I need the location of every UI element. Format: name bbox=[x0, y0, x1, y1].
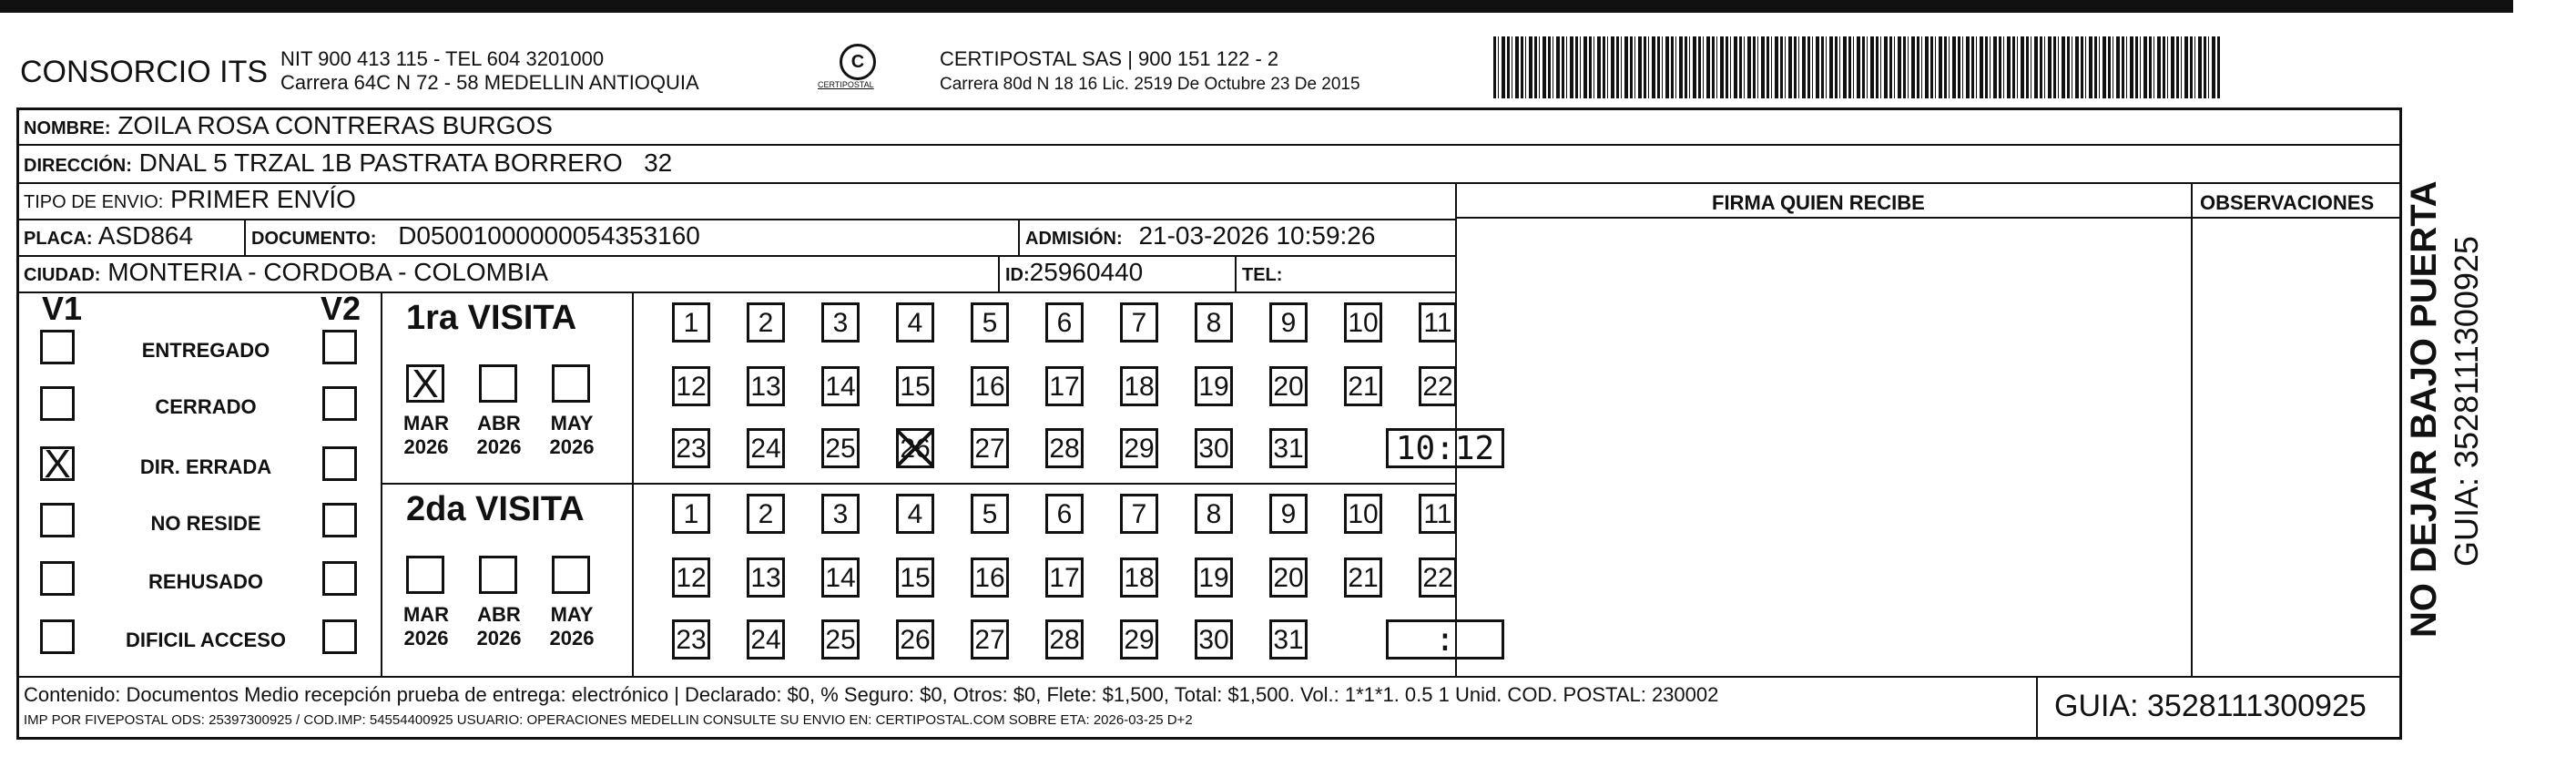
v2-checkbox[interactable] bbox=[322, 386, 357, 421]
day-box[interactable]: 8 bbox=[1195, 494, 1233, 534]
placa-value: ASD864 bbox=[97, 221, 194, 250]
month-year: 2026 bbox=[549, 435, 595, 458]
col-divider bbox=[632, 291, 634, 676]
day-box[interactable]: 13 bbox=[747, 366, 785, 406]
company-name: CONSORCIO ITS bbox=[20, 55, 269, 89]
ciudad-cell bbox=[24, 258, 548, 287]
day-box[interactable]: 26 bbox=[896, 619, 934, 660]
nombre-row bbox=[24, 111, 553, 140]
tel-label: TEL: bbox=[1242, 265, 1283, 285]
v2-checkbox[interactable] bbox=[322, 619, 357, 654]
side-notice: NO DEJAR BAJO PUERTA bbox=[2404, 180, 2444, 638]
day-box[interactable]: 17 bbox=[1045, 557, 1084, 598]
v1-header: V1 bbox=[42, 290, 83, 327]
col-divider bbox=[2036, 676, 2038, 740]
admision-cell bbox=[1025, 221, 1375, 251]
day-box[interactable]: 28 bbox=[1045, 428, 1084, 468]
documento-cell bbox=[251, 221, 700, 251]
day-box[interactable]: 1 bbox=[672, 494, 710, 534]
visit-title: 2da VISITA bbox=[406, 490, 585, 528]
col-divider bbox=[2191, 182, 2193, 676]
day-box[interactable]: 5 bbox=[971, 494, 1009, 534]
month-name: ABR bbox=[477, 603, 521, 626]
day-box[interactable]: 30 bbox=[1195, 619, 1233, 660]
row-divider bbox=[16, 144, 2402, 146]
col-divider bbox=[244, 219, 246, 255]
courier-name: CERTIPOSTAL SAS | 900 151 122 - 2 bbox=[940, 47, 1279, 70]
id-value: 25960440 bbox=[1029, 258, 1144, 286]
v1-checkbox[interactable] bbox=[40, 330, 75, 364]
day-box[interactable]: 27 bbox=[971, 428, 1009, 468]
day-box[interactable]: 9 bbox=[1269, 302, 1308, 343]
day-box[interactable]: 15 bbox=[896, 557, 934, 598]
day-box[interactable]: 4 bbox=[896, 494, 934, 534]
month-checkbox[interactable] bbox=[552, 364, 590, 403]
v2-checkbox[interactable] bbox=[322, 503, 357, 537]
day-box[interactable]: 12 bbox=[672, 557, 710, 598]
tel-cell bbox=[1242, 258, 1282, 287]
month-checkbox[interactable] bbox=[479, 556, 517, 594]
day-box[interactable]: 25 bbox=[821, 619, 860, 660]
nombre-value: ZOILA ROSA CONTRERAS BURGOS bbox=[117, 111, 553, 139]
barcode bbox=[1493, 36, 2222, 98]
month-name: ABR bbox=[477, 412, 521, 435]
month-year: 2026 bbox=[403, 627, 449, 649]
day-box[interactable]: 5 bbox=[971, 302, 1009, 343]
day-box[interactable]: 23 bbox=[672, 428, 710, 468]
col-divider bbox=[998, 255, 1000, 291]
month-year: 2026 bbox=[403, 435, 449, 458]
day-box[interactable]: 24 bbox=[747, 428, 785, 468]
tipo-envio-row bbox=[24, 185, 356, 214]
certipostal-logo-text: CERTIPOSTAL bbox=[818, 80, 874, 89]
month-checkbox[interactable]: X bbox=[406, 364, 444, 403]
month-name: MAR bbox=[402, 412, 450, 435]
col-divider bbox=[381, 291, 382, 676]
row-divider bbox=[16, 291, 1455, 293]
day-box[interactable]: 13 bbox=[747, 557, 785, 598]
day-box[interactable]: 21 bbox=[1344, 366, 1382, 406]
v2-header: V2 bbox=[321, 290, 361, 327]
day-box[interactable]: 16 bbox=[971, 557, 1009, 598]
status-option-label: CERRADO bbox=[155, 395, 257, 418]
direccion-row bbox=[24, 148, 672, 178]
month-year: 2026 bbox=[549, 627, 595, 649]
v1-checkbox[interactable] bbox=[40, 386, 75, 421]
id-cell bbox=[1005, 258, 1143, 287]
status-option-label: DIR. ERRADA bbox=[139, 455, 272, 478]
status-option-label: DIFICIL ACCESO bbox=[125, 629, 286, 651]
day-box[interactable]: 6 bbox=[1045, 494, 1084, 534]
v1-checkbox[interactable] bbox=[40, 619, 75, 654]
day-box[interactable]: 17 bbox=[1045, 366, 1084, 406]
day-box[interactable]: 30 bbox=[1195, 428, 1233, 468]
day-box[interactable]: 2 bbox=[747, 302, 785, 343]
status-option-label: ENTREGADO bbox=[141, 339, 270, 362]
day-box[interactable]: 3 bbox=[821, 494, 860, 534]
day-box[interactable]: 6 bbox=[1045, 302, 1084, 343]
day-box[interactable]: 10 bbox=[1344, 302, 1382, 343]
company-address: Carrera 64C N 72 - 58 MEDELLIN ANTIOQUIA bbox=[280, 71, 699, 94]
tipo-envio-value: PRIMER ENVÍO bbox=[170, 185, 356, 213]
footer-guia: GUIA: 3528111300925 bbox=[2054, 689, 2367, 723]
day-box[interactable]: 15 bbox=[896, 366, 934, 406]
time-field[interactable]: : bbox=[1386, 619, 1504, 660]
v1-checkbox[interactable] bbox=[40, 503, 75, 537]
day-box[interactable]: 9 bbox=[1269, 494, 1308, 534]
status-option-label: NO RESIDE bbox=[150, 512, 261, 535]
day-box[interactable]: 23 bbox=[672, 619, 710, 660]
day-box[interactable]: 11 bbox=[1419, 302, 1457, 343]
day-box[interactable]: 12 bbox=[672, 366, 710, 406]
side-guia: GUIA: 3528111300925 bbox=[2448, 236, 2485, 567]
v2-checkbox[interactable] bbox=[322, 446, 357, 481]
day-box[interactable]: 31 bbox=[1269, 619, 1308, 660]
month-checkbox[interactable] bbox=[406, 556, 444, 594]
col-divider bbox=[1235, 255, 1237, 291]
month-name: MAY bbox=[550, 412, 594, 435]
courier-address: Carrera 80d N 18 16 Lic. 2519 De Octubre 23 De 2015 bbox=[940, 75, 1360, 94]
day-box[interactable]: 18 bbox=[1120, 366, 1158, 406]
day-box[interactable]: 25 bbox=[821, 428, 860, 468]
direccion-label: DIRECCIÓN: bbox=[24, 156, 132, 176]
company-nit: NIT 900 413 115 - TEL 604 3201000 bbox=[280, 47, 605, 70]
documento-value: D05001000000054353160 bbox=[398, 221, 700, 250]
visit-title: 1ra VISITA bbox=[406, 299, 577, 337]
observaciones-header: OBSERVACIONES bbox=[2200, 191, 2375, 214]
day-box[interactable]: 14 bbox=[821, 366, 860, 406]
day-box[interactable]: 29 bbox=[1120, 428, 1158, 468]
month-checkbox[interactable] bbox=[479, 364, 517, 403]
row-divider bbox=[16, 219, 1455, 220]
day-box[interactable]: 1 bbox=[672, 302, 710, 343]
footer-contenido: Contenido: Documentos Medio recepción prueba de entrega: electrónico | Declarado: $0, % Seguro: $0, Otros: $0, Flete: $1,500, Total: $1,500. Vol.: 1*1*1. 0.5 1 Unid. COD. POSTAL: 230002 bbox=[24, 683, 1719, 706]
v1-checkbox[interactable]: X bbox=[40, 446, 75, 481]
day-box[interactable]: 21 bbox=[1344, 557, 1382, 598]
day-box[interactable]: 18 bbox=[1120, 557, 1158, 598]
footer-imp: IMP POR FIVEPOSTAL ODS: 25397300925 / COD.IMP: 54554400925 USUARIO: OPERACIONES MEDELLIN CONSULTE SU ENVIO EN: CERTIPOSTAL.COM SOBRE ETA: 2026-03-25 D+2 bbox=[24, 712, 1193, 728]
placa-cell bbox=[24, 221, 193, 251]
id-label: ID: bbox=[1005, 265, 1030, 285]
status-option-label: REHUSADO bbox=[148, 570, 263, 593]
day-box[interactable]: 7 bbox=[1120, 302, 1158, 343]
day-box[interactable]: 10 bbox=[1344, 494, 1382, 534]
row-divider bbox=[1455, 217, 2402, 219]
documento-label: DOCUMENTO: bbox=[251, 229, 377, 249]
day-box[interactable]: 22 bbox=[1419, 366, 1457, 406]
placa-label: PLACA: bbox=[24, 229, 93, 249]
day-box[interactable]: 20 bbox=[1269, 557, 1308, 598]
col-divider bbox=[1018, 219, 1020, 255]
day-box[interactable]: 8 bbox=[1195, 302, 1233, 343]
day-box[interactable]: 3 bbox=[821, 302, 860, 343]
month-year: 2026 bbox=[476, 627, 522, 649]
month-checkbox[interactable] bbox=[552, 556, 590, 594]
day-box[interactable]: 20 bbox=[1269, 366, 1308, 406]
nombre-label: NOMBRE: bbox=[24, 118, 111, 138]
v2-checkbox[interactable] bbox=[322, 330, 357, 364]
month-name: MAR bbox=[402, 603, 450, 626]
day-box[interactable]: 19 bbox=[1195, 366, 1233, 406]
day-box[interactable]: 22 bbox=[1419, 557, 1457, 598]
day-box[interactable]: 16 bbox=[971, 366, 1009, 406]
row-divider bbox=[381, 483, 1455, 485]
ciudad-value: MONTERIA - CORDOBA - COLOMBIA bbox=[107, 258, 549, 286]
day-box[interactable]: 29 bbox=[1120, 619, 1158, 660]
certipostal-logo-icon: C bbox=[840, 44, 876, 80]
top-border-bar bbox=[0, 0, 2513, 13]
day-box[interactable]: 14 bbox=[821, 557, 860, 598]
day-box[interactable]: 11 bbox=[1419, 494, 1457, 534]
month-name: MAY bbox=[550, 603, 594, 626]
row-divider bbox=[16, 255, 1455, 257]
day-box[interactable]: 26 bbox=[896, 428, 934, 468]
day-box[interactable]: 24 bbox=[747, 619, 785, 660]
admision-label: ADMISIÓN: bbox=[1025, 229, 1123, 249]
day-box[interactable]: 19 bbox=[1195, 557, 1233, 598]
direccion-value: DNAL 5 TRZAL 1B PASTRATA BORRERO 32 bbox=[138, 148, 673, 177]
day-box[interactable]: 27 bbox=[971, 619, 1009, 660]
v2-checkbox[interactable] bbox=[322, 561, 357, 596]
time-field[interactable]: 10:12 bbox=[1386, 428, 1504, 468]
day-box[interactable]: 31 bbox=[1269, 428, 1308, 468]
ciudad-label: CIUDAD: bbox=[24, 265, 101, 285]
day-box[interactable]: 2 bbox=[747, 494, 785, 534]
day-box[interactable]: 4 bbox=[896, 302, 934, 343]
row-divider bbox=[16, 182, 2402, 184]
row-divider bbox=[16, 676, 2402, 678]
admision-value: 21-03-2026 10:59:26 bbox=[1138, 221, 1376, 250]
firma-header: FIRMA QUIEN RECIBE bbox=[1712, 191, 1925, 214]
tipo-envio-label: TIPO DE ENVIO: bbox=[24, 192, 164, 212]
day-box[interactable]: 7 bbox=[1120, 494, 1158, 534]
day-box[interactable]: 28 bbox=[1045, 619, 1084, 660]
v1-checkbox[interactable] bbox=[40, 561, 75, 596]
month-year: 2026 bbox=[476, 435, 522, 458]
